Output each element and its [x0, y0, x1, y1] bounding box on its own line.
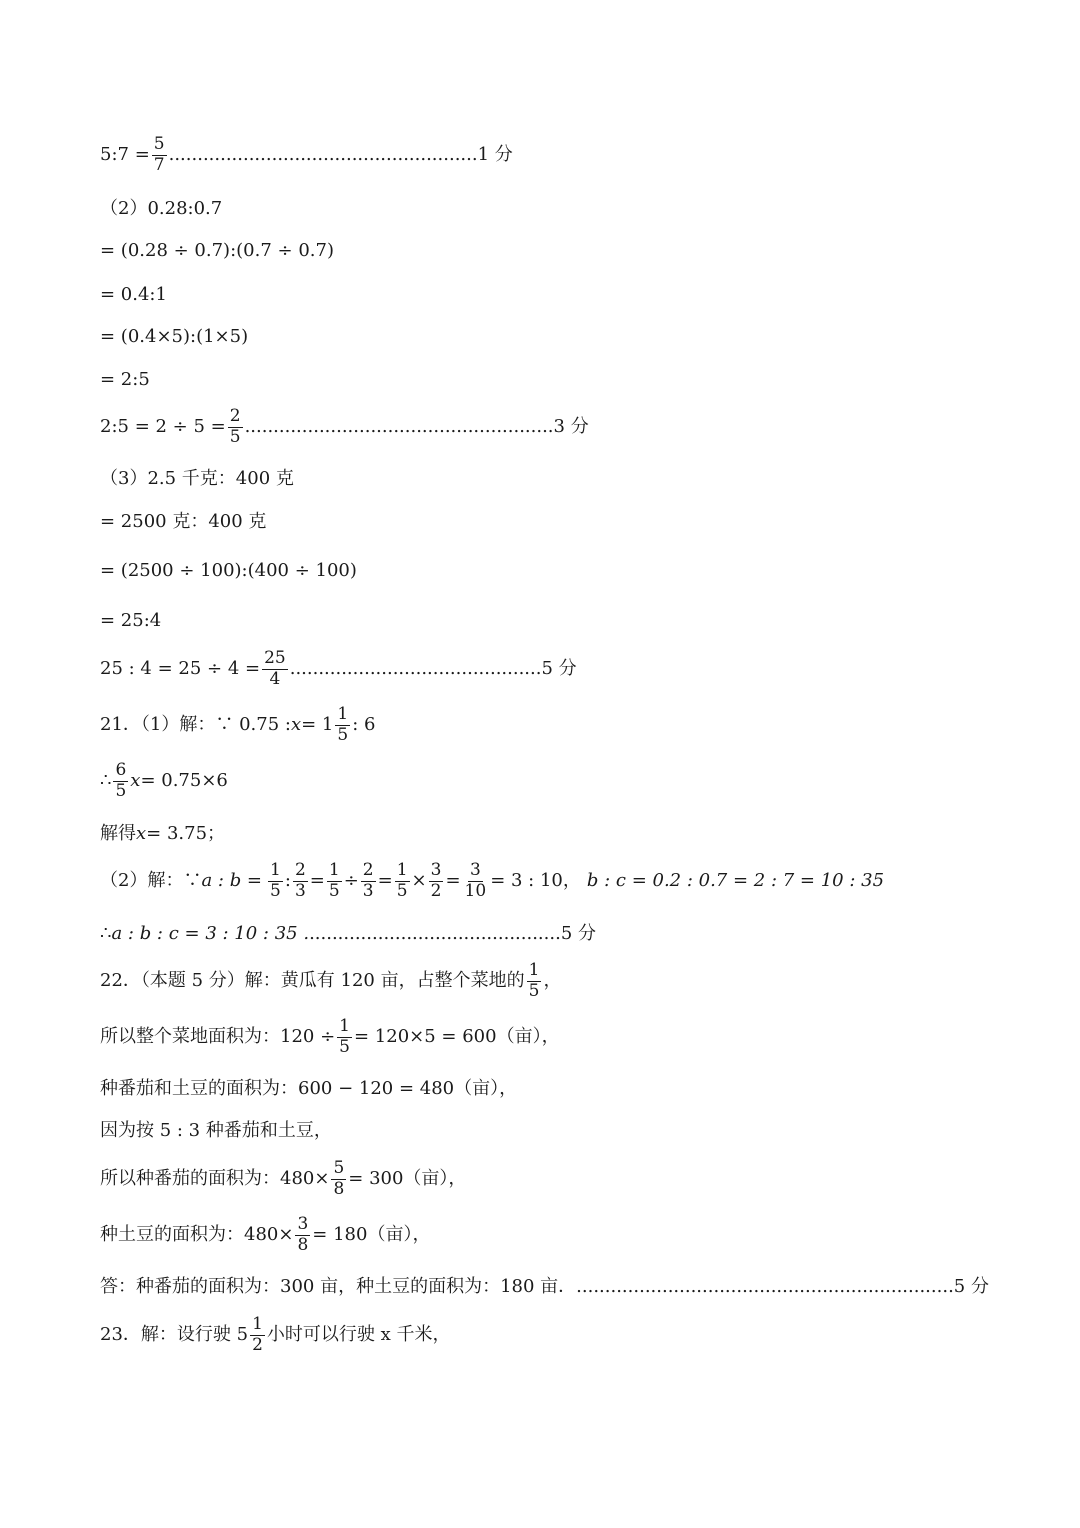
- score: 3 分: [553, 416, 589, 438]
- numerator: 1: [252, 1314, 263, 1334]
- line-tomato-area: [100, 1160, 466, 1199]
- line-step: = (0.4×5):(1×5): [100, 326, 249, 347]
- fraction: [268, 862, 283, 901]
- denominator: 5: [337, 724, 349, 745]
- operator: =: [445, 870, 461, 892]
- text: 答：种番茄的面积为：300 亩，种土豆的面积为：180 亩．: [100, 1276, 577, 1297]
- numerator: 1: [270, 860, 281, 880]
- line-potato-area: [100, 1216, 430, 1255]
- fraction: [527, 962, 542, 1001]
- text: 5:7 =: [100, 144, 150, 166]
- variable-x: x: [130, 770, 141, 792]
- fraction: [293, 862, 308, 901]
- text: （2）解：∵: [100, 870, 202, 892]
- text: 所以种番茄的面积为：480×: [100, 1168, 330, 1190]
- operator: ÷: [343, 870, 359, 892]
- denominator: 5: [396, 880, 408, 901]
- line-q21-part1: [100, 706, 375, 745]
- operator: ×: [411, 870, 427, 892]
- numerator: 2: [362, 860, 374, 880]
- fraction: [429, 862, 444, 901]
- line-step: = 25:4: [100, 610, 162, 631]
- fraction: [250, 1316, 265, 1355]
- line-ratio-note: 因为按 5 : 3 种番茄和土豆，: [100, 1120, 332, 1141]
- line-remaining-area: 种番茄和土豆的面积为：600 − 120 = 480（亩），: [100, 1078, 518, 1099]
- leader-dots: ..................................................................: [576, 1276, 954, 1297]
- ratio-abc: a : b : c = 3 : 10 : 35 .: [111, 923, 310, 944]
- text: 所以整个菜地面积为：120 ÷: [100, 1026, 336, 1048]
- text: 25 : 4 = 25 ÷ 4 =: [100, 658, 261, 680]
- score: 5 分: [953, 1276, 989, 1297]
- line-solution: [100, 825, 225, 843]
- text: ∴: [100, 770, 112, 792]
- fraction: [331, 1160, 346, 1199]
- denominator: 2: [252, 1334, 263, 1355]
- score: 5 分: [560, 923, 597, 944]
- numerator: 3: [430, 860, 442, 880]
- text: ，: [543, 970, 562, 992]
- text: 23．解：设行驶 5: [100, 1324, 249, 1346]
- line-q23: [100, 1316, 451, 1355]
- line-part-3: （3）2.5 千克：400 克: [100, 468, 294, 489]
- text: = 120×5 = 600（亩），: [354, 1026, 560, 1048]
- text: = 1: [301, 714, 334, 736]
- line-total-area: [100, 1018, 560, 1057]
- line-step: = 0.4:1: [100, 284, 167, 305]
- text: 种土豆的面积为：480×: [100, 1224, 294, 1246]
- leader-dots: ............................................: [309, 923, 561, 944]
- numerator: 25: [264, 648, 286, 668]
- text: = 180（亩），: [312, 1224, 431, 1246]
- fraction: [361, 862, 376, 901]
- leader-dots: ......................................................: [244, 416, 554, 438]
- fraction: [395, 862, 410, 901]
- line-q22: [100, 962, 561, 1001]
- line-part-2: （2）0.28:0.7: [100, 198, 223, 219]
- fraction: [463, 862, 489, 901]
- fraction: [327, 862, 342, 901]
- fraction: [152, 136, 167, 175]
- numerator: 6: [115, 760, 127, 780]
- text: = 3.75；: [146, 823, 226, 844]
- line-ratio-abc: [100, 925, 596, 943]
- line-step: = 2:5: [100, 369, 150, 390]
- line-2-5-fraction: [100, 408, 589, 447]
- text: = 0.75×6: [140, 770, 228, 792]
- numerator: 1: [528, 960, 540, 980]
- score: 5 分: [541, 658, 577, 680]
- numerator: 3: [297, 1214, 309, 1234]
- text: = 300（亩），: [348, 1168, 467, 1190]
- text: 解得: [100, 823, 136, 844]
- text: 22．（本题 5 分）解：黄瓜有 120 亩，占整个菜地的: [100, 970, 525, 992]
- denominator: 5: [229, 426, 241, 447]
- line-therefore: [100, 762, 228, 801]
- line-answer: [100, 1278, 989, 1296]
- line-q21-part2: [100, 862, 884, 901]
- score: 1 分: [477, 144, 513, 166]
- text: ∴: [100, 923, 112, 944]
- denominator: 7: [153, 154, 165, 175]
- denominator: 5: [328, 880, 340, 901]
- numerator: 2: [294, 860, 306, 880]
- fraction: [295, 1216, 310, 1255]
- fraction: [335, 706, 350, 745]
- text: = 3 : 10，: [490, 870, 581, 892]
- numerator: 1: [337, 704, 349, 724]
- numerator: 1: [339, 1016, 350, 1036]
- line-step: = (0.28 ÷ 0.7):(0.7 ÷ 0.7): [100, 240, 334, 261]
- denominator: 5: [115, 780, 127, 801]
- numerator: 1: [328, 860, 340, 880]
- fraction: [262, 650, 288, 689]
- denominator: 3: [294, 880, 306, 901]
- ratio-ab: a : b =: [201, 870, 263, 892]
- numerator: 5: [333, 1158, 345, 1178]
- operator: :: [284, 870, 291, 892]
- operator: =: [309, 870, 325, 892]
- line-step: = (2500 ÷ 100):(400 ÷ 100): [100, 560, 357, 581]
- fraction: [113, 762, 128, 801]
- text: : 6: [352, 714, 376, 736]
- denominator: 2: [430, 880, 442, 901]
- fraction: [337, 1018, 352, 1057]
- denominator: 10: [464, 880, 487, 901]
- line-5-7-fraction: [100, 136, 513, 175]
- denominator: 3: [362, 880, 374, 901]
- line-step: = 2500 克：400 克: [100, 511, 267, 532]
- operator: =: [377, 870, 393, 892]
- mixed-number: [301, 706, 352, 745]
- text: 2:5 = 2 ÷ 5 =: [100, 416, 226, 438]
- text: 21．（1）解：∵ 0.75 :: [100, 714, 291, 736]
- text: 小时可以行驶 x 千米，: [266, 1324, 451, 1346]
- leader-dots: ......................................................: [168, 144, 478, 166]
- leader-dots: ............................................: [289, 658, 542, 680]
- variable-x: x: [136, 823, 147, 844]
- numerator: 1: [396, 860, 408, 880]
- denominator: 8: [333, 1178, 345, 1199]
- line-25-4-fraction: [100, 650, 577, 689]
- denominator: 5: [528, 980, 540, 1001]
- numerator: 3: [469, 860, 481, 880]
- denominator: 5: [339, 1036, 350, 1057]
- numerator: 5: [153, 134, 165, 154]
- denominator: 8: [297, 1234, 309, 1255]
- denominator: 4: [269, 668, 281, 689]
- variable-x: x: [290, 714, 302, 736]
- denominator: 5: [270, 880, 281, 901]
- ratio-bc: b : c = 0.2 : 0.7 = 2 : 7 = 10 : 35: [586, 870, 885, 892]
- numerator: 2: [229, 406, 241, 426]
- fraction: [228, 408, 243, 447]
